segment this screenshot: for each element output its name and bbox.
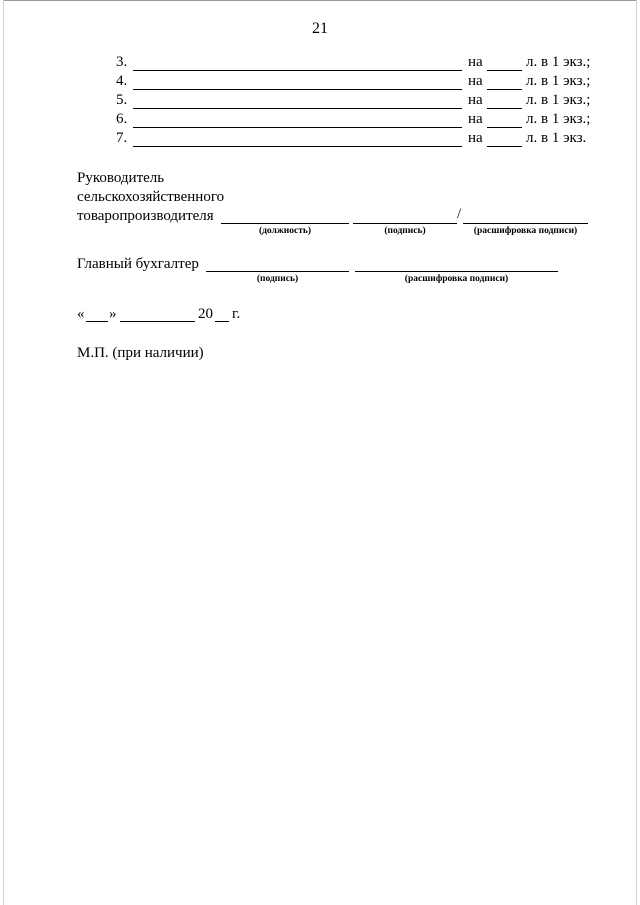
copy-line-blank <box>133 146 462 147</box>
accountant-decoding-caption: (расшифровка подписи) <box>404 274 509 284</box>
decoding-caption: (расшифровка подписи) <box>473 226 578 236</box>
accountant-decoding-blank <box>355 271 558 272</box>
page-number: 21 <box>312 20 328 37</box>
copy-line-na: на <box>468 111 483 127</box>
accountant-signature-blank <box>206 271 349 272</box>
copy-line-tail: л. в 1 экз.; <box>526 111 591 127</box>
year-prefix: 20 <box>198 306 213 322</box>
copy-line-tail: л. в 1 экз. <box>526 130 587 146</box>
copy-line-na: на <box>468 54 483 70</box>
copy-line-na: на <box>468 130 483 146</box>
decoding-blank <box>463 223 588 224</box>
page-left-edge <box>3 0 4 905</box>
day-blank <box>86 321 108 322</box>
date-open-quote: « <box>77 306 85 322</box>
accountant-label: Главный бухгалтер <box>77 256 199 272</box>
copy-line-number: 4. <box>116 73 128 89</box>
head-title-line3: товаропроизводителя <box>77 208 214 224</box>
sheets-blank <box>487 108 522 109</box>
date-close-quote: » <box>109 306 117 322</box>
copy-line-number: 7. <box>116 130 128 146</box>
copy-line-number: 5. <box>116 92 128 108</box>
head-title-line2: сельскохозяйственного <box>77 189 225 205</box>
signature-caption: (подпись) <box>384 226 426 236</box>
copy-line-blank <box>133 108 462 109</box>
copy-line-blank <box>133 70 462 71</box>
sheets-blank <box>487 146 522 147</box>
year-blank <box>215 321 229 322</box>
slash-separator: / <box>457 206 462 222</box>
year-suffix: г. <box>232 306 241 322</box>
stamp-label: М.П. (при наличии) <box>77 345 204 361</box>
copy-line-blank <box>133 89 462 90</box>
month-blank <box>120 321 195 322</box>
head-title-line1: Руководитель <box>77 170 165 186</box>
sheets-blank <box>487 89 522 90</box>
sheets-blank <box>487 127 522 128</box>
sheets-blank <box>487 70 522 71</box>
copy-line-blank <box>133 127 462 128</box>
copy-line-na: на <box>468 73 483 89</box>
copy-line-na: на <box>468 92 483 108</box>
position-blank <box>221 223 349 224</box>
copy-line-tail: л. в 1 экз.; <box>526 73 591 89</box>
signature-blank <box>353 223 457 224</box>
copy-line-tail: л. в 1 экз.; <box>526 54 591 70</box>
copy-line-number: 3. <box>116 54 128 70</box>
position-caption: (должность) <box>258 226 312 236</box>
page-top-edge <box>3 0 637 1</box>
copy-line-number: 6. <box>116 111 128 127</box>
copy-line-tail: л. в 1 экз.; <box>526 92 591 108</box>
page-right-edge <box>636 0 637 905</box>
accountant-signature-caption: (подпись) <box>256 274 299 284</box>
